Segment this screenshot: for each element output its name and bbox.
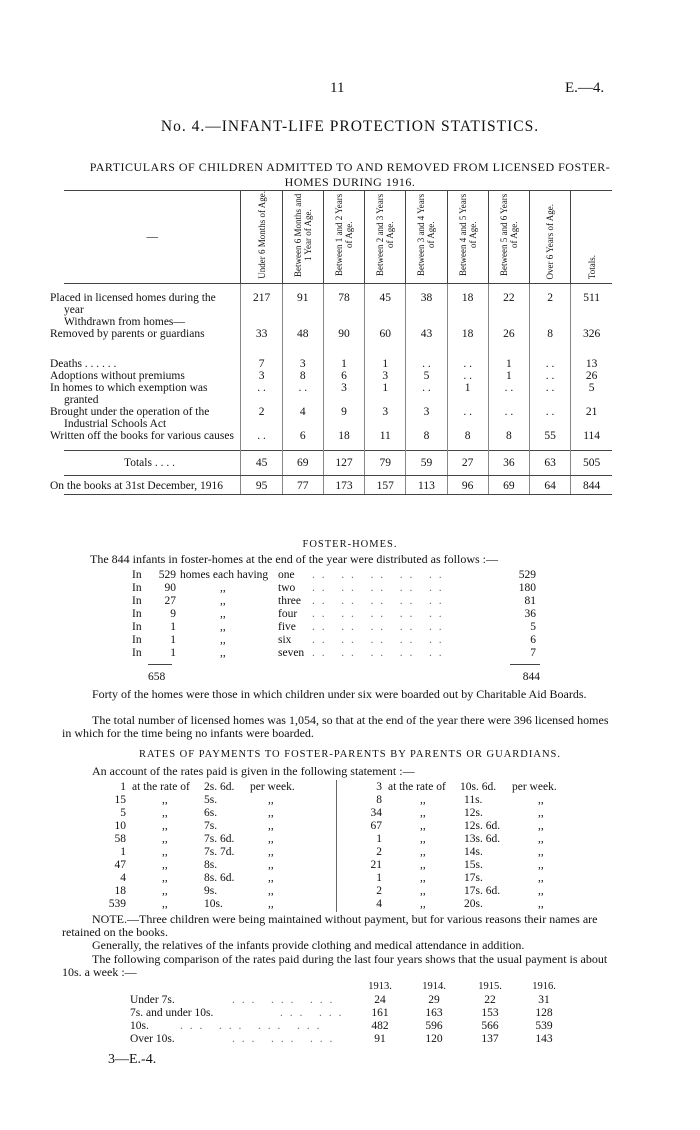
comparison-header: 1913. 1914. 1915. 1916. xyxy=(368,981,556,992)
cell: 505 xyxy=(571,451,612,476)
table-row xyxy=(64,406,612,430)
page-number: 11 xyxy=(330,80,345,96)
cell: 11 xyxy=(365,430,406,442)
cell: 8 xyxy=(406,430,447,442)
cell: . . xyxy=(488,406,529,430)
row-label: Totals . . . . xyxy=(64,451,241,476)
cell: 5 xyxy=(406,370,447,382)
column-header: Between 1 and 2 Years of Age. xyxy=(323,191,364,284)
rates-note: NOTE.—Three children were being maintained without payment, but for various reasons their names are retained on the books. xyxy=(62,912,598,939)
table-header-row xyxy=(64,191,612,284)
cell: 13 xyxy=(571,358,612,370)
table-row: 10s. . . . . . . . . . . . . 482 596 566 539 xyxy=(130,1020,553,1032)
column-header: Over 6 Years of Age. xyxy=(530,191,571,284)
row-label: Placed in licensed homes during the year xyxy=(50,292,216,316)
rates-right-list xyxy=(360,781,610,911)
cell: 157 xyxy=(365,476,406,495)
cell: 26 xyxy=(488,328,529,358)
list-item: In 27 ,, three . . . . . . . . . . 81 xyxy=(132,595,536,607)
cell: 18 xyxy=(447,328,488,358)
table-row: Over 10s. . . . . . . . . . 91 120 137 143 xyxy=(130,1033,553,1045)
list-item: In 1 ,, six . . . . . . . . . . 6 xyxy=(132,634,536,646)
cell: 2 xyxy=(530,292,571,316)
cell: 45 xyxy=(365,292,406,316)
table-row-withdrawn-heading xyxy=(64,316,612,328)
cell: 95 xyxy=(241,476,282,495)
table-row: 7s. and under 10s. . . . . . . 161 163 153 128 xyxy=(130,1007,553,1019)
cell: . . xyxy=(406,382,447,406)
cell: 21 xyxy=(571,406,612,430)
list-item: In 90 ,, two . . . . . . . . . . 180 xyxy=(132,582,536,594)
document-reference: E.—4. xyxy=(565,80,605,96)
list-item: 47 ,, 8s. ,, xyxy=(114,859,274,871)
homes-total: 658 xyxy=(148,671,166,683)
cell: . . xyxy=(447,370,488,382)
cell: 59 xyxy=(406,451,447,476)
cell: 8 xyxy=(488,430,529,442)
cell: 3 xyxy=(282,358,323,370)
list-item: 15 ,, 5s. ,, xyxy=(114,794,274,806)
list-item: In 1 ,, five . . . . . . . . . . 5 xyxy=(132,621,536,633)
cell: 9 xyxy=(323,406,364,430)
list-item: 3 at the rate of 10s. 6d. per week. xyxy=(376,781,557,793)
cell: 4 xyxy=(282,406,323,430)
list-item: 10 ,, 7s. ,, xyxy=(114,820,274,832)
table-row xyxy=(64,358,612,370)
cell: . . xyxy=(447,406,488,430)
cell: 78 xyxy=(323,292,364,316)
cell: . . xyxy=(241,382,282,406)
list-item: 1 ,, 13s. 6d. ,, xyxy=(376,833,544,845)
list-item: 18 ,, 9s. ,, xyxy=(114,885,274,897)
column-divider xyxy=(336,780,337,912)
cell: 1 xyxy=(323,358,364,370)
list-item: 539 ,, 10s. ,, xyxy=(108,898,274,910)
cell: 127 xyxy=(323,451,364,476)
cell: 3 xyxy=(406,406,447,430)
cell: 326 xyxy=(571,328,612,358)
cell: 217 xyxy=(241,292,282,316)
rates-paragraph-1: Generally, the relatives of the infants provide clothing and medical attendance in addition. xyxy=(92,938,525,952)
page-title: No. 4.—INFANT-LIFE PROTECTION STATISTICS. xyxy=(160,118,540,135)
cell: 45 xyxy=(241,451,282,476)
column-header: Under 6 Months of Age. xyxy=(241,191,282,284)
list-item: 34 ,, 12s. ,, xyxy=(370,807,544,819)
table-row-placed xyxy=(64,292,612,316)
cell: 79 xyxy=(365,451,406,476)
infants-total: 844 xyxy=(522,671,540,683)
cell: 3 xyxy=(323,382,364,406)
cell: 8 xyxy=(282,370,323,382)
cell: 91 xyxy=(282,292,323,316)
rates-intro: An account of the rates paid is given in the following statement :— xyxy=(92,764,415,778)
list-item: 58 ,, 7s. 6d. ,, xyxy=(114,833,274,845)
table-row xyxy=(64,430,612,442)
header-dash: — xyxy=(146,231,158,243)
column-header: Between 6 Months and 1 Year of Age. xyxy=(282,191,323,284)
cell: 22 xyxy=(488,292,529,316)
rates-left-list xyxy=(100,781,330,911)
cell: 48 xyxy=(282,328,323,358)
cell: 8 xyxy=(530,328,571,358)
cell: 69 xyxy=(282,451,323,476)
row-label: Deaths . . . . . . xyxy=(50,358,117,370)
cell: 38 xyxy=(406,292,447,316)
cell: 18 xyxy=(323,430,364,442)
rates-paragraph-2: The following comparison of the rates paid during the last four years shows that the usual payment is about 10s. a week :— xyxy=(62,952,608,979)
row-label: On the books at 31st December, 1916 xyxy=(64,476,241,495)
list-item: 4 ,, 20s. ,, xyxy=(376,898,544,910)
page-footer: 3—E.-4. xyxy=(108,1052,157,1067)
cell: 7 xyxy=(241,358,282,370)
cell: 1 xyxy=(447,382,488,406)
cell: 43 xyxy=(406,328,447,358)
cell: . . xyxy=(530,382,571,406)
table-row xyxy=(64,382,612,406)
column-header: Between 5 and 6 Years of Age. xyxy=(488,191,529,284)
list-item: 1 at the rate of 2s. 6d. per week. xyxy=(120,781,295,793)
cell: 1 xyxy=(365,382,406,406)
cell: 96 xyxy=(447,476,488,495)
list-item: 67 ,, 12s. 6d. ,, xyxy=(370,820,544,832)
foster-intro: The 844 infants in foster-homes at the end of the year were distributed as follows :— xyxy=(90,552,498,566)
divider xyxy=(510,664,540,665)
foster-paragraph-1: Forty of the homes were those in which children under six were boarded out by Charitable Aid Boards. xyxy=(92,687,587,701)
cell: 6 xyxy=(282,430,323,442)
list-item: 5 ,, 6s. ,, xyxy=(120,807,274,819)
cell: 113 xyxy=(406,476,447,495)
cell: 8 xyxy=(447,430,488,442)
list-item: In 529 homes each having one . . . . . . . . . . 529 xyxy=(132,569,536,581)
list-item: 2 ,, 17s. 6d. ,, xyxy=(376,885,544,897)
cell: 18 xyxy=(447,292,488,316)
row-label: Removed by parents or guardians xyxy=(50,328,205,340)
cell: 63 xyxy=(530,451,571,476)
list-item: In 9 ,, four . . . . . . . . . . 36 xyxy=(132,608,536,620)
comparison-table xyxy=(130,981,570,1046)
cell: 33 xyxy=(241,328,282,358)
cell: . . xyxy=(406,358,447,370)
cell: 27 xyxy=(447,451,488,476)
list-item: 8 ,, 11s. ,, xyxy=(376,794,544,806)
cell: . . xyxy=(241,430,282,442)
row-label: Brought under the operation of the Industrial Schools Act xyxy=(50,406,210,430)
list-item: 2 ,, 14s. ,, xyxy=(376,846,544,858)
cell: . . xyxy=(488,382,529,406)
cell: 3 xyxy=(365,370,406,382)
cell: 3 xyxy=(241,370,282,382)
table-row-on-books xyxy=(64,476,612,495)
cell: 1 xyxy=(488,370,529,382)
rates-heading: RATES OF PAYMENTS TO FOSTER-PARENTS BY PARENTS OR GUARDIANS. xyxy=(138,749,562,760)
table-subtitle: PARTICULARS OF CHILDREN ADMITTED TO AND REMOVED FROM LICENSED FOSTER-HOMES DURING 1916. xyxy=(89,160,611,189)
table-row: Under 7s. . . . . . . . . . 24 29 22 31 xyxy=(130,994,550,1006)
cell: 60 xyxy=(365,328,406,358)
cell: . . xyxy=(530,370,571,382)
cell: 511 xyxy=(571,292,612,316)
cell: 69 xyxy=(488,476,529,495)
cell: 1 xyxy=(488,358,529,370)
cell: 2 xyxy=(241,406,282,430)
cell: 1 xyxy=(365,358,406,370)
cell: 36 xyxy=(488,451,529,476)
cell: 173 xyxy=(323,476,364,495)
cell: . . xyxy=(530,358,571,370)
foster-homes-heading: FOSTER-HOMES. xyxy=(302,539,398,550)
list-item: In 1 ,, seven . . . . . . . . . . 7 xyxy=(132,647,536,659)
column-header: Between 4 and 5 Years of Age. xyxy=(447,191,488,284)
table-row-totals xyxy=(64,451,612,476)
table-row xyxy=(64,328,612,358)
cell: 114 xyxy=(571,430,612,442)
cell: 3 xyxy=(365,406,406,430)
column-header: Totals. xyxy=(571,191,612,284)
list-item: 1 ,, 7s. 7d. ,, xyxy=(120,846,274,858)
row-label: Written off the books for various causes xyxy=(50,430,234,442)
row-label: Withdrawn from homes— xyxy=(64,316,185,328)
row-label: In homes to which exemption was granted xyxy=(50,382,208,406)
list-item: 4 ,, 8s. 6d. ,, xyxy=(120,872,274,884)
cell: 77 xyxy=(282,476,323,495)
cell: 6 xyxy=(323,370,364,382)
row-label: Adoptions without premiums xyxy=(50,370,185,382)
cell: . . xyxy=(530,406,571,430)
foster-paragraph-2: The total number of licensed homes was 1,054, so that at the end of the year there were 396 licensed homes in which for the time being no infants were boarded. xyxy=(62,713,609,740)
cell: . . xyxy=(447,358,488,370)
cell: 26 xyxy=(571,370,612,382)
statistics-table xyxy=(50,190,612,495)
foster-distribution-list xyxy=(132,569,542,660)
cell: 55 xyxy=(530,430,571,442)
column-header: Between 3 and 4 Years of Age. xyxy=(406,191,447,284)
divider xyxy=(148,664,172,665)
cell: 90 xyxy=(323,328,364,358)
column-header: Between 2 and 3 Years of Age. xyxy=(365,191,406,284)
cell: 844 xyxy=(571,476,612,495)
cell: . . xyxy=(282,382,323,406)
list-item: 1 ,, 17s. ,, xyxy=(376,872,544,884)
cell: 64 xyxy=(530,476,571,495)
list-item: 21 ,, 15s. ,, xyxy=(370,859,544,871)
table-row xyxy=(64,370,612,382)
cell: 5 xyxy=(571,382,612,406)
